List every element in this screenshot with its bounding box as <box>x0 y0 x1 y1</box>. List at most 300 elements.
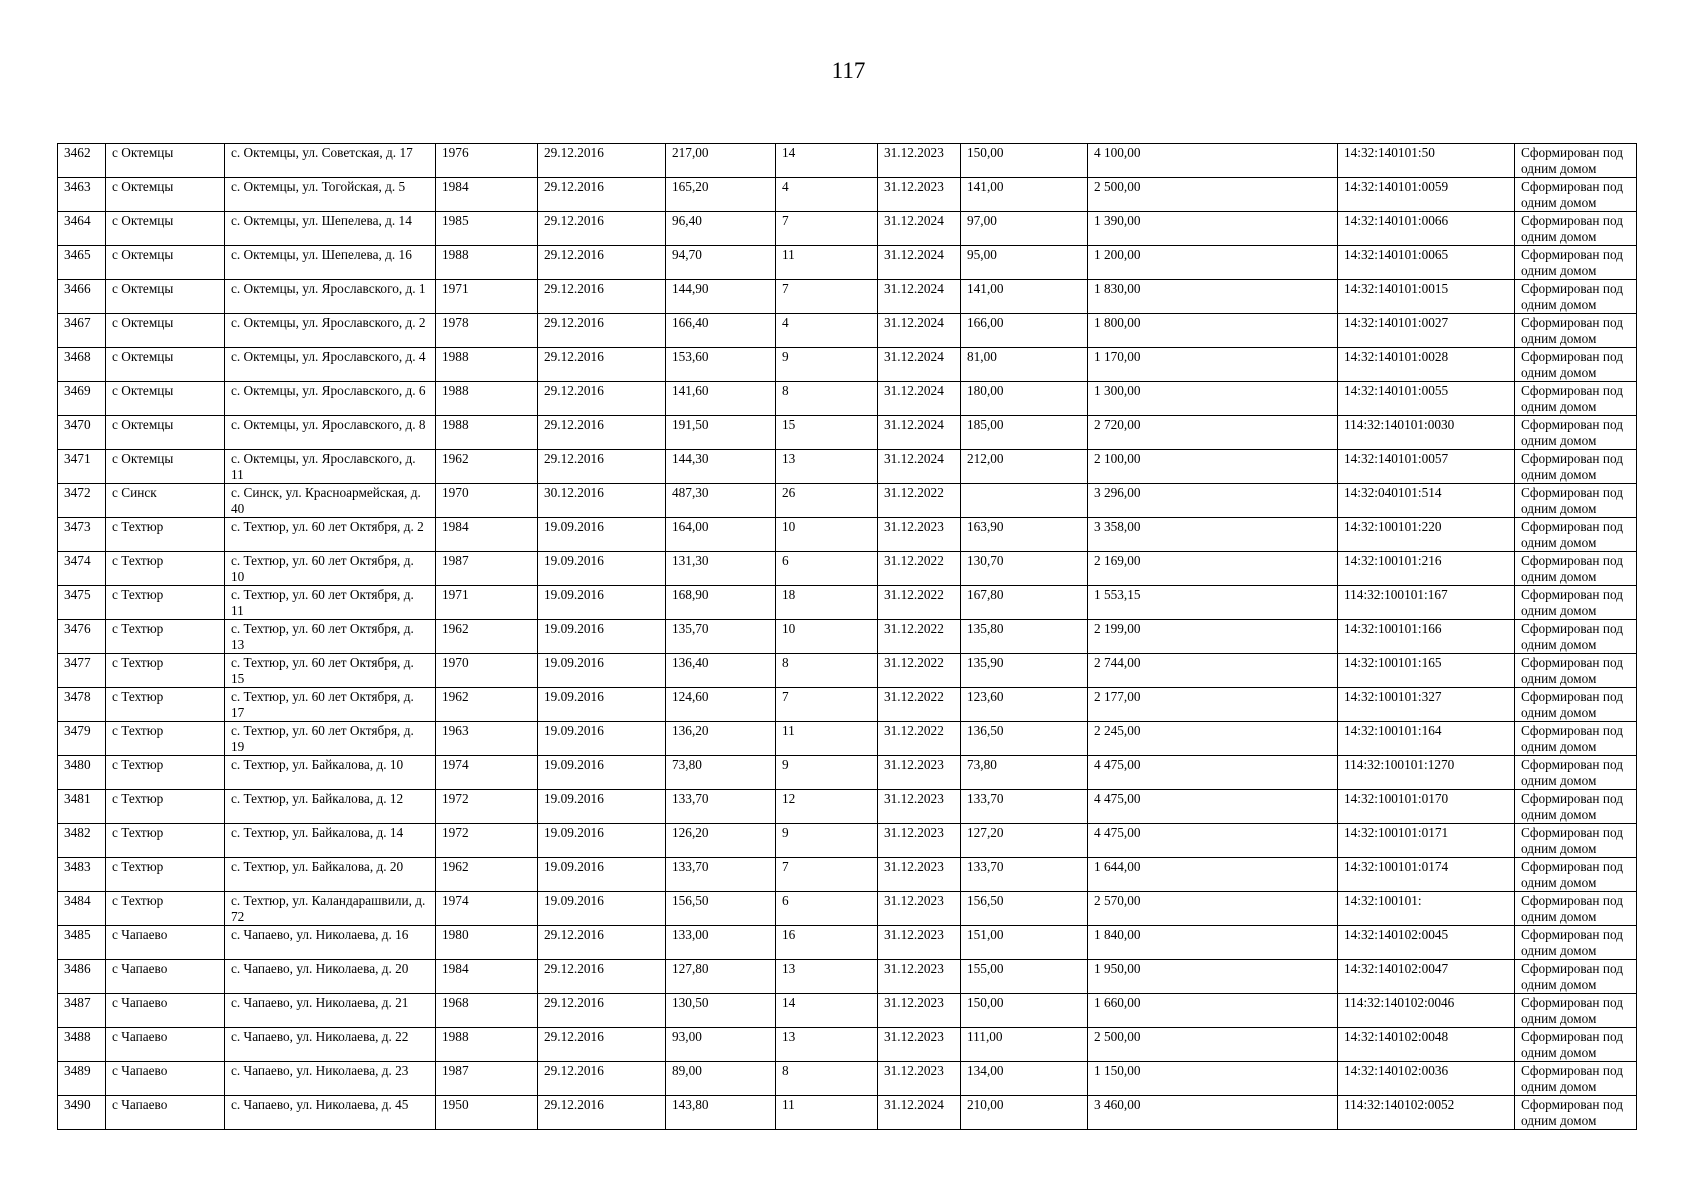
residents-cell: 12 <box>776 790 878 824</box>
settlement-cell: с Техтюр <box>106 722 225 756</box>
deadline-cell: 31.12.2022 <box>878 586 961 620</box>
settlement-cell: с Чапаево <box>106 1096 225 1130</box>
table-row <box>58 314 1637 348</box>
address-cell: с. Октемцы, ул. Ярославского, д. 4 <box>225 348 436 382</box>
table-row <box>58 994 1637 1028</box>
amount-cell: 1 950,00 <box>1088 960 1338 994</box>
amount-cell: 1 553,15 <box>1088 586 1338 620</box>
area-cell: 144,30 <box>666 450 776 484</box>
land-status-cell: Сформирован под одним домом <box>1515 756 1637 790</box>
settlement-cell: с Октемцы <box>106 314 225 348</box>
land-status-cell: Сформирован под одним домом <box>1515 722 1637 756</box>
build-year-cell: 1984 <box>436 518 538 552</box>
land-status-cell: Сформирован под одним домом <box>1515 926 1637 960</box>
residents-cell: 9 <box>776 756 878 790</box>
cadastral-number-cell: 114:32:100101:1270 <box>1338 756 1515 790</box>
cadastral-number-cell: 14:32:140101:0059 <box>1338 178 1515 212</box>
date-cell: 29.12.2016 <box>538 1096 666 1130</box>
cadastral-number-cell: 14:32:140101:0028 <box>1338 348 1515 382</box>
row-number-cell: 3475 <box>58 586 106 620</box>
cadastral-number-cell: 14:32:140101:0065 <box>1338 246 1515 280</box>
table-row <box>58 1028 1637 1062</box>
build-year-cell: 1968 <box>436 994 538 1028</box>
address-cell: с. Техтюр, ул. 60 лет Октября, д. 2 <box>225 518 436 552</box>
area-cell: 164,00 <box>666 518 776 552</box>
address-cell: с. Техтюр, ул. 60 лет Октября, д. 11 <box>225 586 436 620</box>
cadastral-number-cell: 14:32:140101:0066 <box>1338 212 1515 246</box>
area-2-cell: 141,00 <box>961 280 1088 314</box>
settlement-cell: с Техтюр <box>106 518 225 552</box>
build-year-cell: 1974 <box>436 892 538 926</box>
date-cell: 19.09.2016 <box>538 586 666 620</box>
area-cell: 126,20 <box>666 824 776 858</box>
amount-cell: 4 475,00 <box>1088 790 1338 824</box>
area-2-cell: 123,60 <box>961 688 1088 722</box>
amount-cell: 3 296,00 <box>1088 484 1338 518</box>
table-row <box>58 552 1637 586</box>
area-2-cell: 133,70 <box>961 790 1088 824</box>
row-number-cell: 3471 <box>58 450 106 484</box>
deadline-cell: 31.12.2022 <box>878 688 961 722</box>
settlement-cell: с Чапаево <box>106 1028 225 1062</box>
area-2-cell: 163,90 <box>961 518 1088 552</box>
area-2-cell: 155,00 <box>961 960 1088 994</box>
land-status-cell: Сформирован под одним домом <box>1515 654 1637 688</box>
build-year-cell: 1988 <box>436 382 538 416</box>
row-number-cell: 3473 <box>58 518 106 552</box>
date-cell: 19.09.2016 <box>538 722 666 756</box>
amount-cell: 1 644,00 <box>1088 858 1338 892</box>
table-row <box>58 620 1637 654</box>
amount-cell: 2 500,00 <box>1088 1028 1338 1062</box>
address-cell: с. Техтюр, ул. Байкалова, д. 10 <box>225 756 436 790</box>
address-cell: с. Октемцы, ул. Ярославского, д. 6 <box>225 382 436 416</box>
address-cell: с. Октемцы, ул. Тогойская, д. 5 <box>225 178 436 212</box>
row-number-cell: 3472 <box>58 484 106 518</box>
residents-cell: 14 <box>776 994 878 1028</box>
table-row <box>58 858 1637 892</box>
land-status-cell: Сформирован под одним домом <box>1515 586 1637 620</box>
area-2-cell: 150,00 <box>961 144 1088 178</box>
date-cell: 29.12.2016 <box>538 348 666 382</box>
residents-cell: 14 <box>776 144 878 178</box>
date-cell: 29.12.2016 <box>538 416 666 450</box>
build-year-cell: 1976 <box>436 144 538 178</box>
table-row <box>58 348 1637 382</box>
area-cell: 191,50 <box>666 416 776 450</box>
date-cell: 19.09.2016 <box>538 688 666 722</box>
address-cell: с. Чапаево, ул. Николаева, д. 20 <box>225 960 436 994</box>
land-status-cell: Сформирован под одним домом <box>1515 1062 1637 1096</box>
date-cell: 29.12.2016 <box>538 960 666 994</box>
residents-cell: 4 <box>776 178 878 212</box>
amount-cell: 2 199,00 <box>1088 620 1338 654</box>
table-row <box>58 450 1637 484</box>
area-cell: 141,60 <box>666 382 776 416</box>
row-number-cell: 3470 <box>58 416 106 450</box>
area-cell: 124,60 <box>666 688 776 722</box>
area-cell: 73,80 <box>666 756 776 790</box>
area-cell: 144,90 <box>666 280 776 314</box>
row-number-cell: 3468 <box>58 348 106 382</box>
residents-cell: 8 <box>776 654 878 688</box>
address-cell: с. Октемцы, ул. Ярославского, д. 11 <box>225 450 436 484</box>
area-cell: 93,00 <box>666 1028 776 1062</box>
deadline-cell: 31.12.2023 <box>878 178 961 212</box>
build-year-cell: 1988 <box>436 416 538 450</box>
deadline-cell: 31.12.2023 <box>878 756 961 790</box>
settlement-cell: с Октемцы <box>106 212 225 246</box>
build-year-cell: 1987 <box>436 552 538 586</box>
table-row <box>58 382 1637 416</box>
residents-cell: 7 <box>776 688 878 722</box>
area-2-cell: 97,00 <box>961 212 1088 246</box>
settlement-cell: с Техтюр <box>106 620 225 654</box>
row-number-cell: 3467 <box>58 314 106 348</box>
address-cell: с. Техтюр, ул. Каландарашвили, д. 72 <box>225 892 436 926</box>
row-number-cell: 3464 <box>58 212 106 246</box>
row-number-cell: 3484 <box>58 892 106 926</box>
build-year-cell: 1974 <box>436 756 538 790</box>
amount-cell: 1 390,00 <box>1088 212 1338 246</box>
settlement-cell: с Октемцы <box>106 246 225 280</box>
build-year-cell: 1962 <box>436 620 538 654</box>
build-year-cell: 1963 <box>436 722 538 756</box>
table-row <box>58 246 1637 280</box>
amount-cell: 2 100,00 <box>1088 450 1338 484</box>
amount-cell: 1 150,00 <box>1088 1062 1338 1096</box>
settlement-cell: с Октемцы <box>106 348 225 382</box>
amount-cell: 4 100,00 <box>1088 144 1338 178</box>
deadline-cell: 31.12.2023 <box>878 518 961 552</box>
amount-cell: 2 245,00 <box>1088 722 1338 756</box>
residents-cell: 16 <box>776 926 878 960</box>
amount-cell: 2 177,00 <box>1088 688 1338 722</box>
table-row <box>58 518 1637 552</box>
date-cell: 29.12.2016 <box>538 280 666 314</box>
date-cell: 29.12.2016 <box>538 144 666 178</box>
land-status-cell: Сформирован под одним домом <box>1515 348 1637 382</box>
address-cell: с. Чапаево, ул. Николаева, д. 21 <box>225 994 436 1028</box>
deadline-cell: 31.12.2023 <box>878 824 961 858</box>
residents-cell: 13 <box>776 960 878 994</box>
table-row <box>58 1096 1637 1130</box>
table-row <box>58 416 1637 450</box>
table-row <box>58 212 1637 246</box>
area-2-cell: 141,00 <box>961 178 1088 212</box>
row-number-cell: 3481 <box>58 790 106 824</box>
date-cell: 19.09.2016 <box>538 824 666 858</box>
page-number: 117 <box>831 58 866 83</box>
land-status-cell: Сформирован под одним домом <box>1515 314 1637 348</box>
build-year-cell: 1988 <box>436 246 538 280</box>
table-row <box>58 926 1637 960</box>
area-2-cell: 136,50 <box>961 722 1088 756</box>
area-cell: 130,50 <box>666 994 776 1028</box>
land-status-cell: Сформирован под одним домом <box>1515 994 1637 1028</box>
land-status-cell: Сформирован под одним домом <box>1515 892 1637 926</box>
table-row <box>58 178 1637 212</box>
residents-cell: 8 <box>776 382 878 416</box>
row-number-cell: 3486 <box>58 960 106 994</box>
cadastral-number-cell: 14:32:040101:514 <box>1338 484 1515 518</box>
area-2-cell: 166,00 <box>961 314 1088 348</box>
amount-cell: 3 358,00 <box>1088 518 1338 552</box>
cadastral-number-cell: 14:32:100101:0171 <box>1338 824 1515 858</box>
land-status-cell: Сформирован под одним домом <box>1515 688 1637 722</box>
area-2-cell: 73,80 <box>961 756 1088 790</box>
residents-cell: 11 <box>776 246 878 280</box>
settlement-cell: с Октемцы <box>106 416 225 450</box>
land-status-cell: Сформирован под одним домом <box>1515 960 1637 994</box>
settlement-cell: с Техтюр <box>106 586 225 620</box>
area-2-cell: 133,70 <box>961 858 1088 892</box>
cadastral-number-cell: 14:32:100101:0174 <box>1338 858 1515 892</box>
build-year-cell: 1962 <box>436 688 538 722</box>
date-cell: 19.09.2016 <box>538 552 666 586</box>
deadline-cell: 31.12.2023 <box>878 1028 961 1062</box>
cadastral-number-cell: 14:32:140102:0047 <box>1338 960 1515 994</box>
housing-registry-table <box>57 143 1637 1130</box>
settlement-cell: с Октемцы <box>106 178 225 212</box>
deadline-cell: 31.12.2022 <box>878 484 961 518</box>
area-cell: 217,00 <box>666 144 776 178</box>
area-2-cell: 130,70 <box>961 552 1088 586</box>
row-number-cell: 3477 <box>58 654 106 688</box>
address-cell: с. Техтюр, ул. 60 лет Октября, д. 13 <box>225 620 436 654</box>
land-status-cell: Сформирован под одним домом <box>1515 280 1637 314</box>
area-cell: 487,30 <box>666 484 776 518</box>
row-number-cell: 3479 <box>58 722 106 756</box>
area-2-cell: 135,90 <box>961 654 1088 688</box>
area-cell: 133,70 <box>666 790 776 824</box>
address-cell: с. Техтюр, ул. Байкалова, д. 12 <box>225 790 436 824</box>
residents-cell: 10 <box>776 518 878 552</box>
deadline-cell: 31.12.2023 <box>878 892 961 926</box>
land-status-cell: Сформирован под одним домом <box>1515 1096 1637 1130</box>
address-cell: с. Октемцы, ул. Ярославского, д. 1 <box>225 280 436 314</box>
deadline-cell: 31.12.2024 <box>878 450 961 484</box>
table-row <box>58 1062 1637 1096</box>
address-cell: с. Чапаево, ул. Николаева, д. 22 <box>225 1028 436 1062</box>
cadastral-number-cell: 14:32:100101:327 <box>1338 688 1515 722</box>
area-cell: 143,80 <box>666 1096 776 1130</box>
address-cell: с. Чапаево, ул. Николаева, д. 45 <box>225 1096 436 1130</box>
row-number-cell: 3478 <box>58 688 106 722</box>
deadline-cell: 31.12.2022 <box>878 722 961 756</box>
area-2-cell: 185,00 <box>961 416 1088 450</box>
residents-cell: 9 <box>776 348 878 382</box>
area-2-cell: 156,50 <box>961 892 1088 926</box>
area-2-cell <box>961 484 1088 518</box>
build-year-cell: 1962 <box>436 450 538 484</box>
table-row <box>58 722 1637 756</box>
table-row <box>58 280 1637 314</box>
date-cell: 29.12.2016 <box>538 314 666 348</box>
build-year-cell: 1972 <box>436 824 538 858</box>
area-cell: 166,40 <box>666 314 776 348</box>
area-2-cell: 135,80 <box>961 620 1088 654</box>
row-number-cell: 3466 <box>58 280 106 314</box>
cadastral-number-cell: 14:32:100101:220 <box>1338 518 1515 552</box>
amount-cell: 1 200,00 <box>1088 246 1338 280</box>
amount-cell: 1 660,00 <box>1088 994 1338 1028</box>
deadline-cell: 31.12.2023 <box>878 926 961 960</box>
amount-cell: 2 744,00 <box>1088 654 1338 688</box>
land-status-cell: Сформирован под одним домом <box>1515 382 1637 416</box>
land-status-cell: Сформирован под одним домом <box>1515 620 1637 654</box>
cadastral-number-cell: 114:32:140102:0046 <box>1338 994 1515 1028</box>
area-cell: 136,20 <box>666 722 776 756</box>
residents-cell: 26 <box>776 484 878 518</box>
land-status-cell: Сформирован под одним домом <box>1515 790 1637 824</box>
build-year-cell: 1987 <box>436 1062 538 1096</box>
cadastral-number-cell: 14:32:140101:0015 <box>1338 280 1515 314</box>
row-number-cell: 3469 <box>58 382 106 416</box>
table-row <box>58 892 1637 926</box>
build-year-cell: 1950 <box>436 1096 538 1130</box>
deadline-cell: 31.12.2023 <box>878 1062 961 1096</box>
residents-cell: 18 <box>776 586 878 620</box>
row-number-cell: 3476 <box>58 620 106 654</box>
deadline-cell: 31.12.2024 <box>878 1096 961 1130</box>
row-number-cell: 3480 <box>58 756 106 790</box>
date-cell: 19.09.2016 <box>538 620 666 654</box>
residents-cell: 11 <box>776 1096 878 1130</box>
deadline-cell: 31.12.2024 <box>878 246 961 280</box>
table-body <box>58 144 1637 1130</box>
area-cell: 168,90 <box>666 586 776 620</box>
cadastral-number-cell: 14:32:140101:0057 <box>1338 450 1515 484</box>
settlement-cell: с Октемцы <box>106 382 225 416</box>
deadline-cell: 31.12.2022 <box>878 552 961 586</box>
row-number-cell: 3474 <box>58 552 106 586</box>
table-row <box>58 484 1637 518</box>
deadline-cell: 31.12.2024 <box>878 212 961 246</box>
cadastral-number-cell: 14:32:140101:0055 <box>1338 382 1515 416</box>
area-2-cell: 167,80 <box>961 586 1088 620</box>
residents-cell: 4 <box>776 314 878 348</box>
settlement-cell: с Техтюр <box>106 654 225 688</box>
residents-cell: 15 <box>776 416 878 450</box>
build-year-cell: 1970 <box>436 654 538 688</box>
amount-cell: 1 830,00 <box>1088 280 1338 314</box>
cadastral-number-cell: 14:32:100101: <box>1338 892 1515 926</box>
deadline-cell: 31.12.2022 <box>878 654 961 688</box>
build-year-cell: 1988 <box>436 348 538 382</box>
build-year-cell: 1985 <box>436 212 538 246</box>
amount-cell: 2 720,00 <box>1088 416 1338 450</box>
settlement-cell: с Техтюр <box>106 858 225 892</box>
deadline-cell: 31.12.2024 <box>878 348 961 382</box>
land-status-cell: Сформирован под одним домом <box>1515 552 1637 586</box>
area-2-cell: 180,00 <box>961 382 1088 416</box>
address-cell: с. Октемцы, ул. Ярославского, д. 8 <box>225 416 436 450</box>
amount-cell: 3 460,00 <box>1088 1096 1338 1130</box>
row-number-cell: 3465 <box>58 246 106 280</box>
residents-cell: 6 <box>776 552 878 586</box>
deadline-cell: 31.12.2024 <box>878 280 961 314</box>
build-year-cell: 1984 <box>436 960 538 994</box>
row-number-cell: 3489 <box>58 1062 106 1096</box>
address-cell: с. Октемцы, ул. Советская, д. 17 <box>225 144 436 178</box>
residents-cell: 13 <box>776 1028 878 1062</box>
settlement-cell: с Техтюр <box>106 824 225 858</box>
amount-cell: 4 475,00 <box>1088 756 1338 790</box>
land-status-cell: Сформирован под одним домом <box>1515 518 1637 552</box>
residents-cell: 9 <box>776 824 878 858</box>
date-cell: 19.09.2016 <box>538 654 666 688</box>
deadline-cell: 31.12.2023 <box>878 994 961 1028</box>
amount-cell: 1 840,00 <box>1088 926 1338 960</box>
cadastral-number-cell: 114:32:100101:167 <box>1338 586 1515 620</box>
settlement-cell: с Чапаево <box>106 1062 225 1096</box>
address-cell: с. Октемцы, ул. Шепелева, д. 16 <box>225 246 436 280</box>
area-cell: 136,40 <box>666 654 776 688</box>
cadastral-number-cell: 14:32:140102:0048 <box>1338 1028 1515 1062</box>
build-year-cell: 1971 <box>436 586 538 620</box>
cadastral-number-cell: 14:32:100101:216 <box>1338 552 1515 586</box>
area-cell: 89,00 <box>666 1062 776 1096</box>
area-2-cell: 95,00 <box>961 246 1088 280</box>
date-cell: 29.12.2016 <box>538 246 666 280</box>
land-status-cell: Сформирован под одним домом <box>1515 824 1637 858</box>
address-cell: с. Чапаево, ул. Николаева, д. 23 <box>225 1062 436 1096</box>
date-cell: 19.09.2016 <box>538 892 666 926</box>
settlement-cell: с Техтюр <box>106 688 225 722</box>
cadastral-number-cell: 114:32:140102:0052 <box>1338 1096 1515 1130</box>
cadastral-number-cell: 14:32:100101:165 <box>1338 654 1515 688</box>
cadastral-number-cell: 14:32:100101:164 <box>1338 722 1515 756</box>
address-cell: с. Техтюр, ул. 60 лет Октября, д. 19 <box>225 722 436 756</box>
date-cell: 29.12.2016 <box>538 926 666 960</box>
amount-cell: 4 475,00 <box>1088 824 1338 858</box>
area-2-cell: 111,00 <box>961 1028 1088 1062</box>
deadline-cell: 31.12.2022 <box>878 620 961 654</box>
settlement-cell: с Чапаево <box>106 994 225 1028</box>
area-2-cell: 127,20 <box>961 824 1088 858</box>
settlement-cell: с Октемцы <box>106 280 225 314</box>
residents-cell: 7 <box>776 858 878 892</box>
land-status-cell: Сформирован под одним домом <box>1515 858 1637 892</box>
table-row <box>58 960 1637 994</box>
date-cell: 29.12.2016 <box>538 994 666 1028</box>
deadline-cell: 31.12.2023 <box>878 144 961 178</box>
table-row <box>58 144 1637 178</box>
land-status-cell: Сформирован под одним домом <box>1515 144 1637 178</box>
area-cell: 153,60 <box>666 348 776 382</box>
area-cell: 94,70 <box>666 246 776 280</box>
table-row <box>58 688 1637 722</box>
land-status-cell: Сформирован под одним домом <box>1515 212 1637 246</box>
area-cell: 96,40 <box>666 212 776 246</box>
area-cell: 131,30 <box>666 552 776 586</box>
land-status-cell: Сформирован под одним домом <box>1515 246 1637 280</box>
date-cell: 29.12.2016 <box>538 450 666 484</box>
cadastral-number-cell: 14:32:100101:166 <box>1338 620 1515 654</box>
area-2-cell: 150,00 <box>961 994 1088 1028</box>
address-cell: с. Чапаево, ул. Николаева, д. 16 <box>225 926 436 960</box>
build-year-cell: 1988 <box>436 1028 538 1062</box>
residents-cell: 7 <box>776 212 878 246</box>
address-cell: с. Техтюр, ул. 60 лет Октября, д. 17 <box>225 688 436 722</box>
amount-cell: 2 500,00 <box>1088 178 1338 212</box>
area-2-cell: 212,00 <box>961 450 1088 484</box>
date-cell: 19.09.2016 <box>538 790 666 824</box>
row-number-cell: 3490 <box>58 1096 106 1130</box>
land-status-cell: Сформирован под одним домом <box>1515 450 1637 484</box>
deadline-cell: 31.12.2023 <box>878 790 961 824</box>
